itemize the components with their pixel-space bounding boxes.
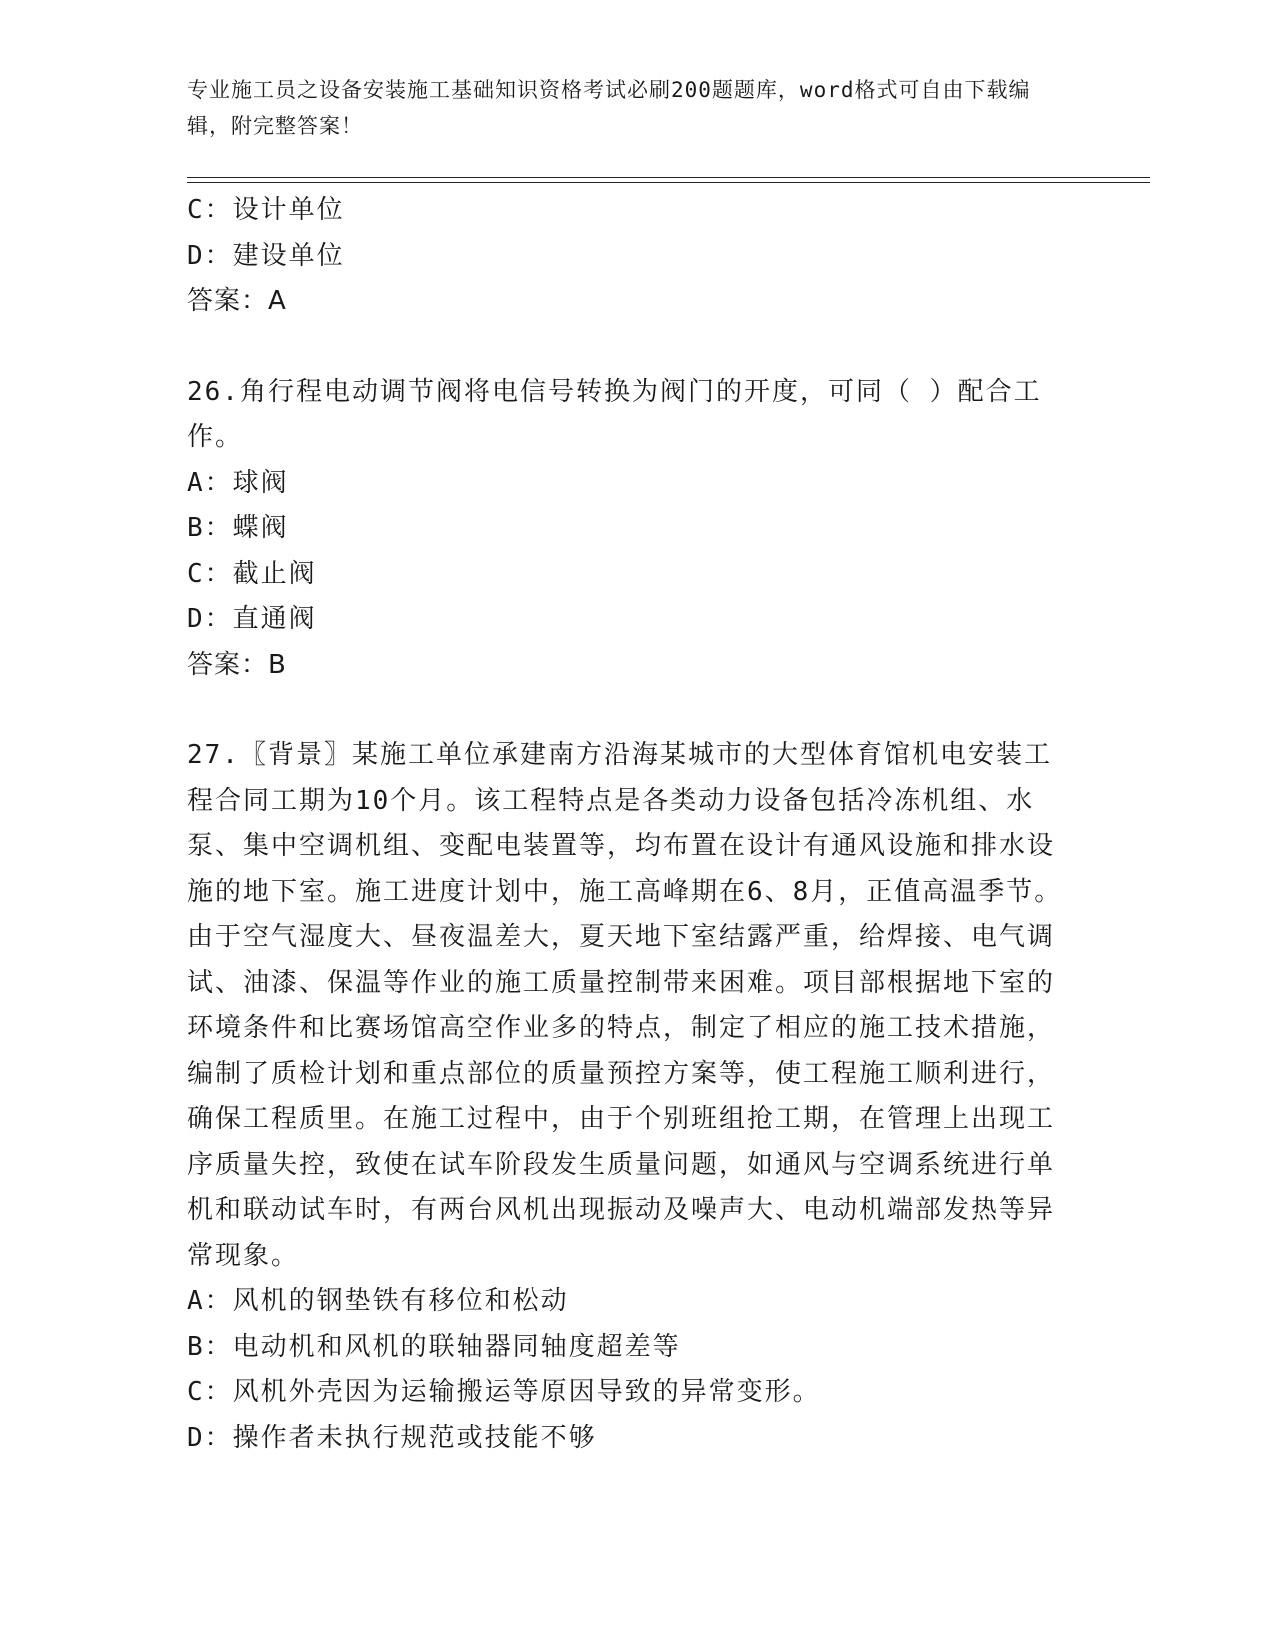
spacer (187, 688, 1077, 733)
question-stem: 26.角行程电动调节阀将电信号转换为阀门的开度，可同（ ）配合工作。 (187, 376, 1042, 452)
option-d: D：建设单位 (187, 240, 345, 271)
question-26 (187, 370, 1077, 689)
option-b: B：蝶阀 (187, 513, 289, 543)
option-a: A：风机的钢垫铁有移位和松动 (187, 1286, 569, 1316)
document-header-title: 专业施工员之设备安装施工基础知识资格考试必刷200题题库，word格式可自由下载编辑，附完整答案！ (187, 78, 1031, 138)
option-d: D：操作者未执行规范或技能不够 (187, 1422, 597, 1453)
answer-line: 答案：B (187, 649, 287, 680)
option-c: C：设计单位 (187, 195, 345, 225)
option-a: A：球阀 (187, 467, 289, 498)
header-rule-top (187, 177, 1150, 178)
header-rule-bottom (187, 182, 1150, 183)
spacer (187, 325, 1077, 370)
document-body (187, 188, 1077, 1461)
option-b: B：电动机和风机的联轴器同轴度超差等 (187, 1331, 681, 1362)
question-27 (187, 733, 1077, 1461)
question-stem: 27.〖背景〗某施工单位承建南方沿海某城市的大型体育馆机电安装工程合同工期为10个月。该工程特点是各类动力设备包括冷冻机组、水泵、集中空调机组、变配电装置等，均布置在设计有通风设施和排水设施的地下室。施工进度计划中，施工高峰期在6、8月，正值高温季节。由于空气湿度大、昼夜温差大，夏天地下室结露严重，给焊接、电气调试、油漆、保温等作业的施工质量控制带来困难。项目部根据地下室的环境条件和比赛场馆高空作业多的特点，制定了相应的施工技术措施，编制了质检计划和重点部位的质量预控方案等，使工程施工顺利进行，确保工程质里。在施工过程中，由于个别班组抢工期，在管理上出现工序质量失控，致使在试车阶段发生质量问题，如通风与空调系统进行单机和联动试车时，有两台风机出现振动及噪声大、电动机端部发热等异常现象。 (187, 740, 1063, 1271)
option-c: C：风机外壳因为运输搬运等原因导致的异常变形。 (187, 1377, 821, 1407)
previous-question (187, 188, 1077, 325)
option-c: C：截止阀 (187, 558, 317, 589)
option-d: D：直通阀 (187, 604, 317, 634)
answer-line: 答案：A (187, 286, 287, 316)
